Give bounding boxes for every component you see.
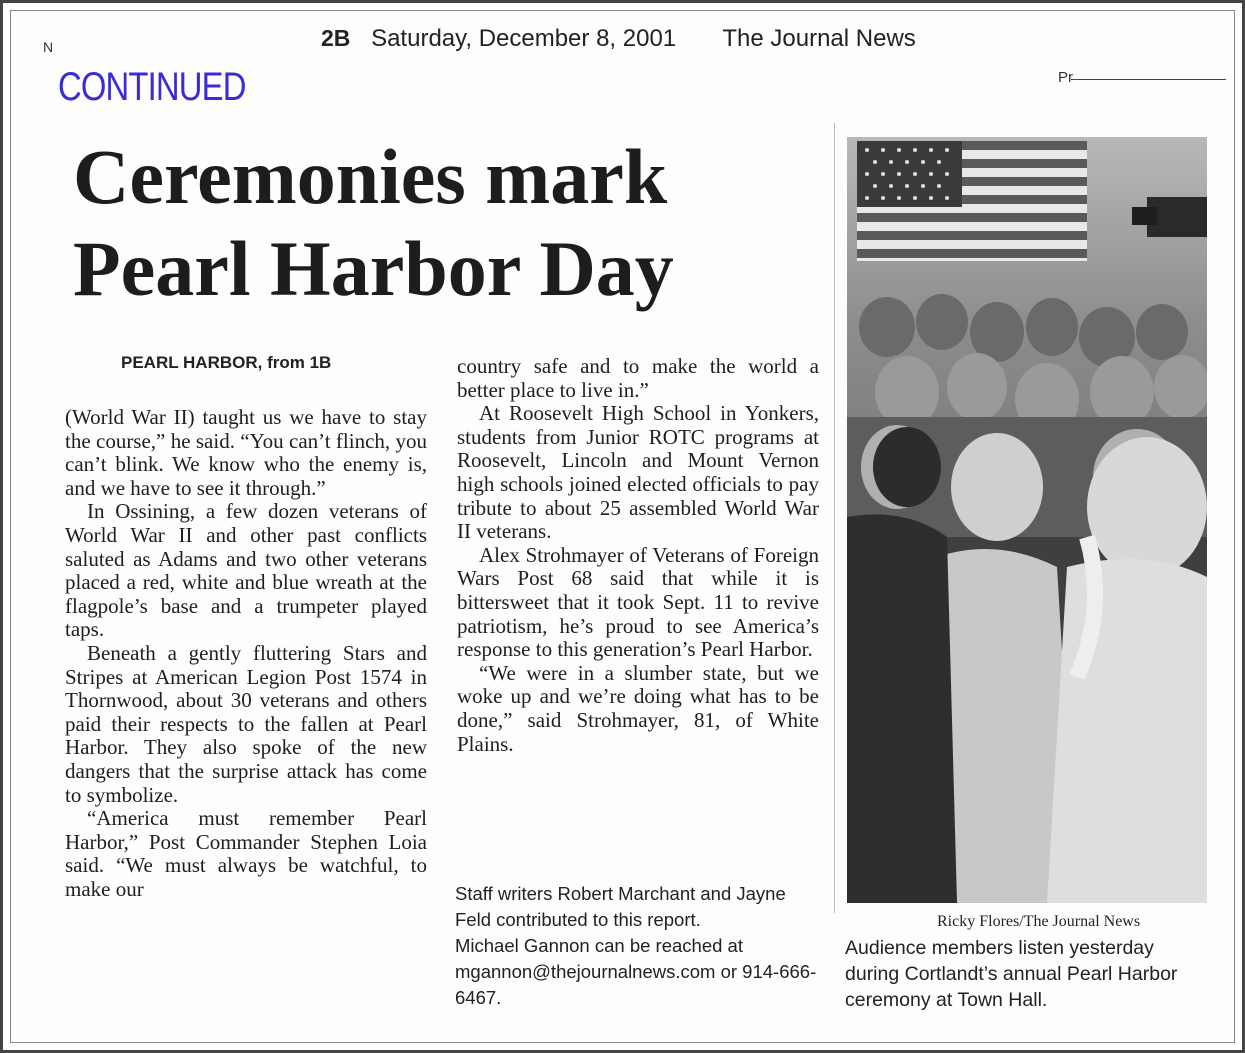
contributor-note	[455, 881, 825, 1011]
article-column-2	[457, 355, 819, 756]
reporter-contact: Michael Gannon can be reached at mgannon@thejournalnews.com or 914-666-6467.	[455, 935, 817, 1008]
paragraph: “America must remember Pearl Harbor,” Post Commander Stephen Loia said. “We must always be watchful, to make our	[65, 806, 427, 901]
news-photo	[847, 137, 1207, 903]
newspaper-name: The Journal News	[722, 25, 916, 52]
column-divider	[834, 123, 835, 913]
staff-writers-note: Staff writers Robert Marchant and Jayne Feld contributed to this report.	[455, 883, 786, 930]
headline: Ceremonies mark Pearl Harbor Day	[73, 133, 674, 312]
paragraph: In Ossining, a few dozen veterans of World War II and other past conflicts saluted as Adams and two other veterans placed a red, white and blue wreath at the flagpole’s base and a trumpeter played taps.	[65, 499, 427, 642]
page-number: 2B	[321, 25, 351, 51]
paragraph: country safe and to make the world a better place to live in.”	[457, 354, 819, 402]
issue-date: Saturday, December 8, 2001	[371, 25, 677, 52]
jump-line: PEARL HARBOR, from 1B	[121, 353, 332, 372]
photo-credit: Ricky Flores/The Journal News	[937, 913, 1141, 930]
paragraph: At Roosevelt High School in Yonkers, students from Junior ROTC programs at Roosevelt, Lincoln and Mount Vernon high schools joined elected officials to pay tribute to about 25 assembled World War II veterans.	[457, 401, 819, 544]
caption-text: Audience members listen yesterday during Cortlandt’s annual Pearl Harbor ceremony at Town Hall.	[845, 937, 1178, 1011]
corner-mark-right: Pr	[1058, 69, 1073, 86]
header-rule	[1071, 79, 1226, 80]
paragraph: Alex Strohmayer of Veterans of Foreign Wars Post 68 said that while it is bittersweet that it took Sept. 11 to revive patriotism, he’s proud to see America’s response to this generation’s Pearl Harbor.	[457, 542, 819, 662]
flag-icon	[857, 141, 1087, 261]
paragraph: Beneath a gently fluttering Stars and Stripes at American Legion Post 1574 in Thornwood, about 30 veterans and others paid their respects to the fallen at Pearl Harbor. They also spoke of the new dangers that the surprise attack has come to symbolize.	[65, 640, 427, 807]
corner-mark-left: N	[43, 39, 54, 55]
page-header	[321, 25, 916, 53]
audience-photo-illustration	[847, 137, 1207, 903]
continued-stamp: CONTINUED	[58, 65, 246, 109]
article-column-1	[65, 406, 427, 901]
paragraph: (World War II) taught us we have to stay the course,” he said. “You can’t flinch, you can’t blink. We know who the enemy is, and we have to see it through.”	[65, 405, 427, 500]
paragraph: “We were in a slumber state, but we woke up and we’re doing what has to be done,” said Strohmayer, 81, of White Plains.	[457, 660, 819, 756]
photo-caption	[845, 935, 1205, 1013]
